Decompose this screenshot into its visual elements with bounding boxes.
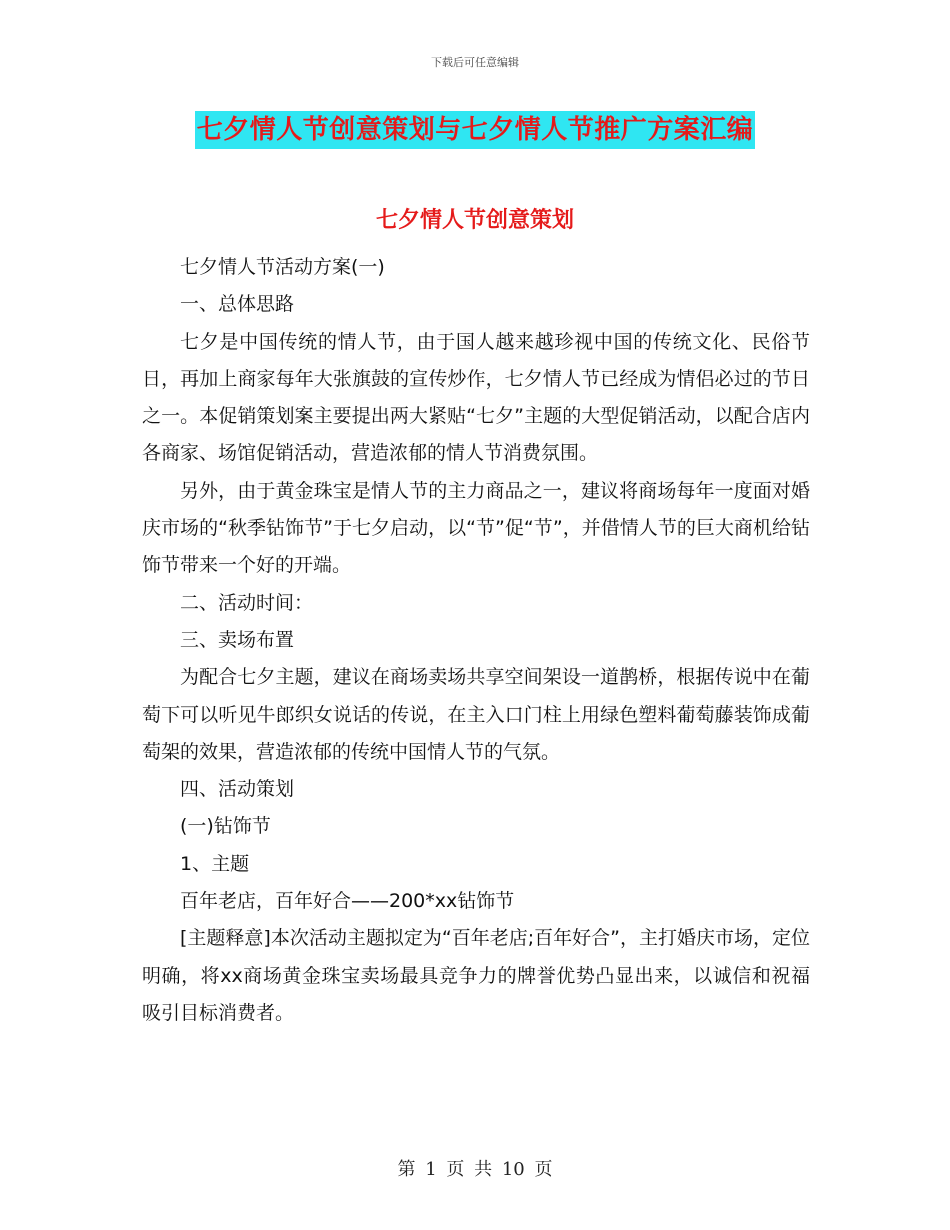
document-body	[142, 249, 810, 1032]
paragraph: 三、卖场布置	[180, 628, 295, 651]
paragraph: 四、活动策划	[180, 778, 295, 801]
main-title-text: 七夕情人节创意策划与七夕情人节推广方案汇编	[195, 111, 756, 149]
paragraph: 二、活动时间：	[180, 591, 314, 614]
section-title: 七夕情人节创意策划	[375, 208, 574, 233]
paragraph: 七夕是中国传统的情人节，由于国人越来越珍视中国的传统文化、民俗节日，再加上商家每年大张旗鼓的宣传炒作，七夕情人节已经成为情侣必过的节日之一。本促销策划案主要提出两大紧贴“七夕”主题的大型促销活动，以配合店内各商家、场馆促销活动，营造浓郁的情人节消费氛围。	[142, 330, 810, 465]
paragraph: 七夕情人节活动方案(一)	[180, 256, 385, 278]
paragraph: 百年老店，百年好合——200*xx钻饰节	[180, 890, 515, 913]
page-footer: 第 1 页 共 10 页	[397, 1159, 553, 1180]
paragraph: (一)钻饰节	[180, 815, 271, 838]
paragraph: 一、总体思路	[180, 293, 295, 316]
header-note: 下载后可任意编辑	[431, 56, 519, 69]
paragraph: 另外，由于黄金珠宝是情人节的主力商品之一，建议将商场每年一度面对婚庆市场的“秋季钻饰节”于七夕启动，以“节”促“节”，并借情人节的巨大商机给钻饰节带来一个好的开端。	[142, 479, 810, 577]
main-title	[0, 111, 950, 149]
paragraph: [主题释意]本次活动主题拟定为“百年老店;百年好合”，主打婚庆市场，定位明确，将xx商场黄金珠宝卖场最具竞争力的牌誉优势凸显出来，以诚信和祝福吸引目标消费者。	[142, 927, 810, 1024]
paragraph: 为配合七夕主题，建议在商场卖场共享空间架设一道鹊桥，根据传说中在葡萄下可以听见牛郎织女说话的传说，在主入口门柱上用绿色塑料葡萄藤装饰成葡萄架的效果，营造浓郁的传统中国情人节的气氛。	[142, 666, 810, 763]
paragraph: 1、主题	[180, 852, 250, 875]
